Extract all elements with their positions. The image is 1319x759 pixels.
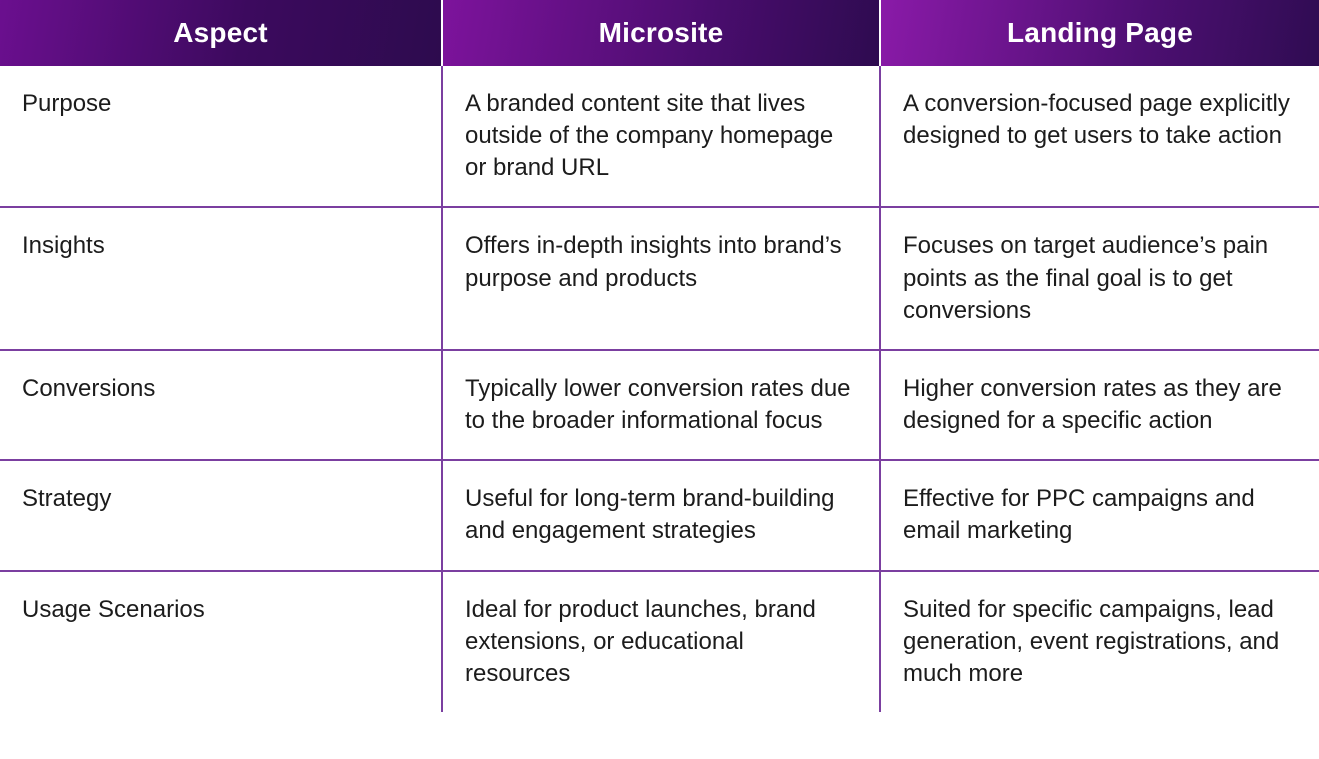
column-header-microsite: Microsite — [442, 0, 880, 66]
table-row — [0, 460, 1319, 570]
table-header-row — [0, 0, 1319, 66]
cell-microsite: Offers in-depth insights into brand’s purpose and products — [442, 207, 880, 349]
cell-aspect: Usage Scenarios — [0, 571, 442, 712]
cell-aspect: Strategy — [0, 460, 442, 570]
cell-aspect: Purpose — [0, 66, 442, 207]
cell-aspect: Conversions — [0, 350, 442, 460]
table-row — [0, 350, 1319, 460]
table-row — [0, 207, 1319, 349]
cell-landing-page: Focuses on target audience’s pain points as the final goal is to get conversions — [880, 207, 1319, 349]
column-header-landing-page: Landing Page — [880, 0, 1319, 66]
table-row — [0, 66, 1319, 207]
table-row — [0, 571, 1319, 712]
cell-microsite: Useful for long-term brand-building and engagement strategies — [442, 460, 880, 570]
column-header-aspect: Aspect — [0, 0, 442, 66]
cell-microsite: Typically lower conversion rates due to the broader informational focus — [442, 350, 880, 460]
cell-aspect: Insights — [0, 207, 442, 349]
cell-microsite: Ideal for product launches, brand extensions, or educational resources — [442, 571, 880, 712]
cell-landing-page: Effective for PPC campaigns and email marketing — [880, 460, 1319, 570]
cell-microsite: A branded content site that lives outside of the company homepage or brand URL — [442, 66, 880, 207]
cell-landing-page: Higher conversion rates as they are designed for a specific action — [880, 350, 1319, 460]
cell-landing-page: A conversion-focused page explicitly designed to get users to take action — [880, 66, 1319, 207]
cell-landing-page: Suited for specific campaigns, lead generation, event registrations, and much more — [880, 571, 1319, 712]
